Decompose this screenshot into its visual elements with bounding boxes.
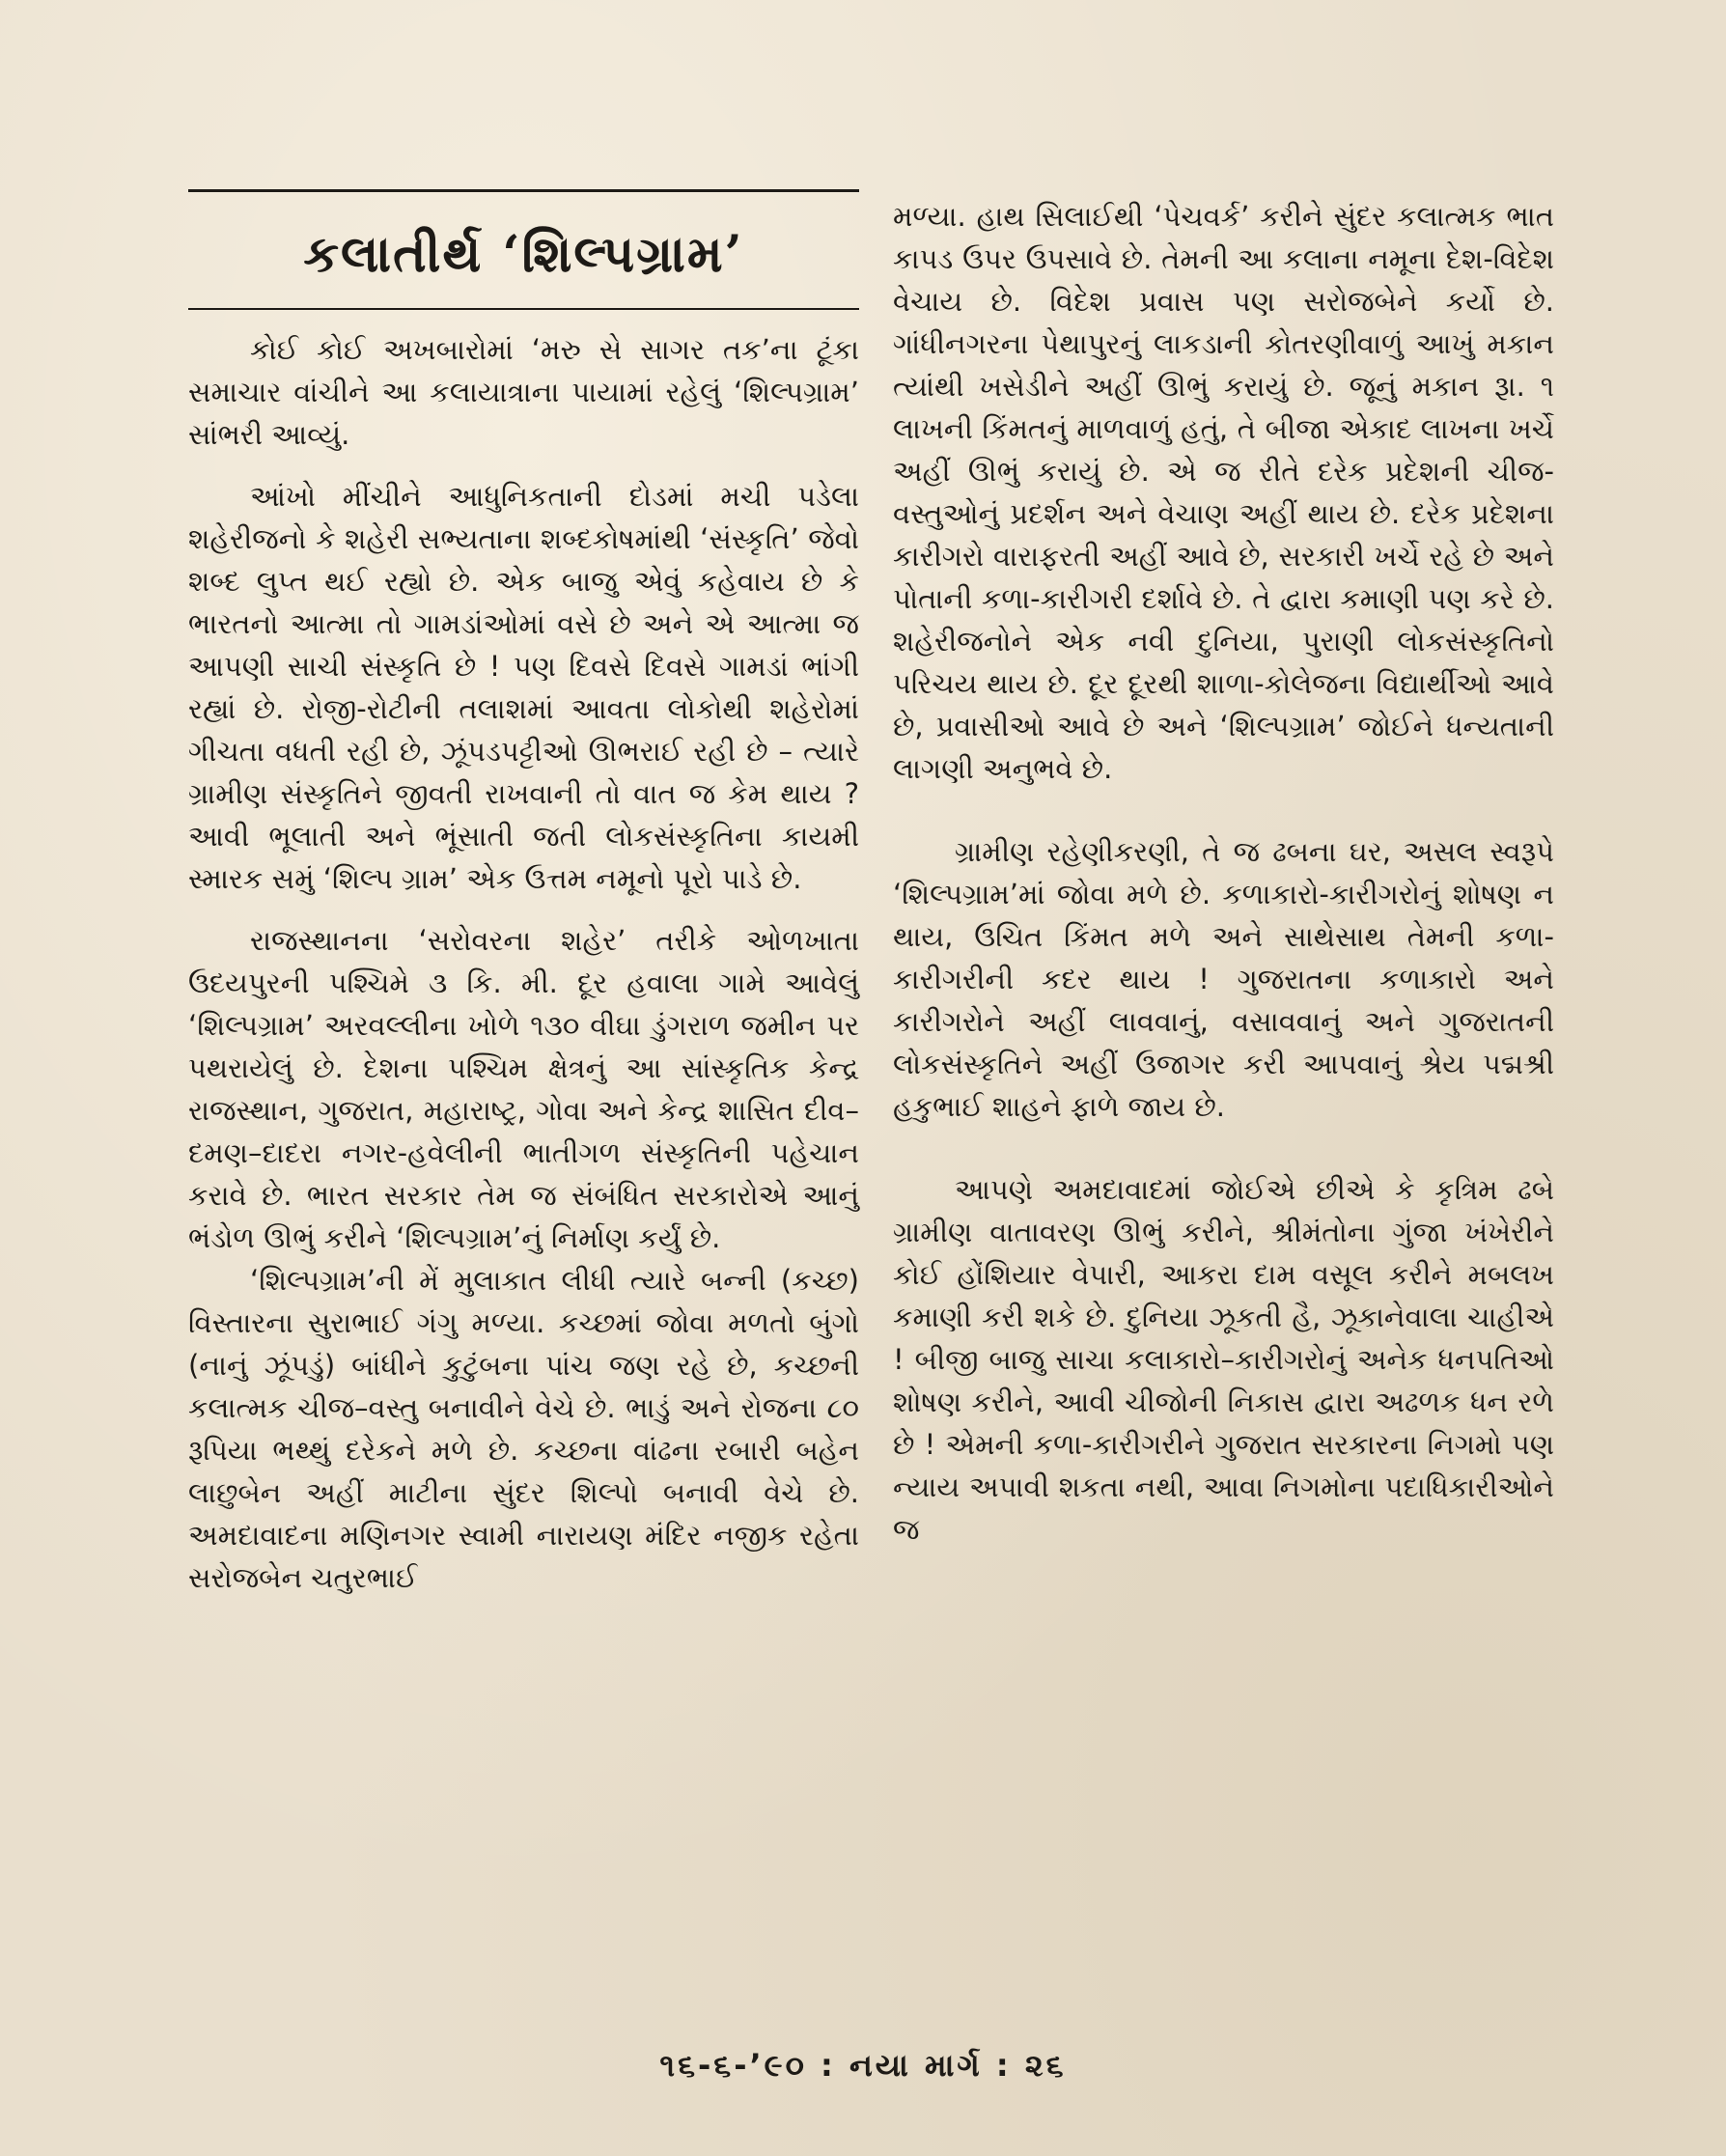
page-footer: ૧૬-૬-’૯૦ : નયા માર્ગ : ૨૬ [659,2047,1067,2084]
paragraph: કોઈ કોઈ અખબારોમાં ‘મરુ સે સાગર તક’ના ટૂંકા સમાચાર વાંચીને આ કલાયાત્રાના પાયામાં રહેલું ‘શિલ્પગ્રામ’ સાંભરી આવ્યું. [188,333,859,451]
paragraph: મળ્યા. હાથ સિલાઈથી ‘પેચવર્ક’ કરીને સુંદર કલાત્મક ભાત કાપડ ઉપર ઉપસાવે છે. તેમની આ કલાના નમૂના દેશ-વિદેશ વેચાય છે. વિદેશ પ્રવાસ પણ સરોજબેને કર્યો છે. ગાંધીનગરના પેથાપુરનું લાકડાની કોતરણીવાળું આખું મકાન ત્યાંથી ખસેડીને અહીં ઊભું કરાયું છે. જૂનું મકાન રૂા. ૧ લાખની કિંમતનું માળવાળું હતું, તે બીજા એકાદ લાખના ખર્ચે અહીં ઊભું કરાયું છે. એ જ રીતે દરેક પ્રદેશની ચીજ-વસ્તુઓનું પ્રદર્શન અને વેચાણ અહીં થાય છે. દરેક પ્રદેશના કારીગરો વારાફરતી અહીં આવે છે, સરકારી ખર્ચે રહે છે અને પોતાની કળા-કારીગરી દર્શાવે છે. તે દ્વારા કમાણી પણ કરે છે. શહેરીજનોને એક નવી દુનિયા, પુરાણી લોકસંસ્કૃતિનો પરિચય થાય છે. દૂર દૂરથી શાળા-કોલેજના વિદ્યાર્થીઓ આવે છે, પ્રવાસીઓ આવે છે અને ‘શિલ્પગ્રામ’ જોઈને ધન્યતાની લાગણી અનુભવે છે. [893,200,1554,785]
paragraph: ગ્રામીણ રહેણીકરણી, તે જ ઢબના ઘર, અસલ સ્વરૂપે ‘શિલ્પગ્રામ’માં જોવા મળે છે. કળાકારો-કારીગરોનું શોષણ ન થાય, ઉચિત કિંમત મળે અને સાથેસાથ તેમની કળા-કારીગરીની કદર થાય ! ગુજરાતના કળાકારો અને કારીગરોને અહીં લાવવાનું, વસાવવાનું અને ગુજરાતની લોકસંસ્કૃતિને અહીં ઉજાગર કરી આપવાનું શ્રેય પદ્મશ્રી હકુભાઈ શાહને ફાળે જાય છે. [893,835,1555,1123]
title-underline [188,308,859,310]
paragraph: આંખો મીંચીને આધુનિકતાની દોડમાં મચી પડેલા શહેરીજનો કે શહેરી સભ્યતાના શબ્દકોષમાંથી ‘સંસ્કૃતિ’ જેવો શબ્દ લુપ્ત થઈ રહ્યો છે. એક બાજુ એવું કહેવાય છે કે ભારતનો આત્મા તો ગામડાંઓમાં વસે છે અને એ આત્મા જ આપણી સાચી સંસ્કૃતિ છે ! પણ દિવસે દિવસે ગામડાં ભાંગી રહ્યાં છે. રોજી-રોટીની તલાશમાં આવતા લોકોથી શહેરોમાં ગીચતા વધતી રહી છે, ઝૂંપડપટ્ટીઓ ઊભરાઈ રહી છે – ત્યારે ગ્રામીણ સંસ્કૃતિને જીવતી રાખવાની તો વાત જ કેમ થાય ? આવી ભૂલાતી અને ભૂંસાતી જતી લોકસંસ્કૃતિના કાયમી સ્મારક સમું ‘શિલ્પ ગ્રામ’ એક ઉત્તમ નમૂનો પૂરો પાડે છે. [188,480,859,895]
title-block [188,189,859,310]
top-rule [188,189,859,192]
paragraph: આપણે અમદાવાદમાં જોઈએ છીએ કે કૃત્રિમ ઢબે ગ્રામીણ વાતાવરણ ઊભું કરીને, શ્રીમંતોના ગુંજા ખંખેરીને કોઈ હોંશિયાર વેપારી, આકરા દામ વસૂલ કરીને મબલખ કમાણી કરી શકે છે. દુનિયા ઝૂકતી હૈ, ઝૂકાનેવાલા ચાહીએ ! બીજી બાજુ સાચા કલાકારો–કારીગરોનું અનેક ધનપતિઓ શોષણ કરીને, આવી ચીજોની નિકાસ દ્વારા અઢળક ધન રળે છે ! એમની કળા-કારીગરીને ગુજરાત સરકારના નિગમો પણ ન્યાય અપાવી શકતા નથી, આવા નિગમોના પદાધિકારીઓને જ [893,1173,1554,1546]
paragraph: રાજસ્થાનના ‘સરોવરના શહેર’ તરીકે ઓળખાતા ઉદયપુરની પશ્ચિમે ૩ કિ. મી. દૂર હવાલા ગામે આવેલું ‘શિલ્પગ્રામ’ અરવલ્લીના ખોળે ૧૩૦ વીઘા ડુંગરાળ જમીન પર પથરાયેલું છે. દેશના પશ્ચિમ ક્ષેત્રનું આ સાંસ્કૃતિક કેન્દ્ર રાજસ્થાન, ગુજરાત, મહારાષ્ટ્ર, ગોવા અને કેન્દ્ર શાસિત દીવ–દમણ–દાદરા નગર-હવેલીની ભાતીગળ સંસ્કૃતિની પહેચાન કરાવે છે. ભારત સરકાર તેમ જ સંબંધિત સરકારોએ આનું ભંડોળ ઊભું કરીને ‘શિલ્પગ્રામ’નું નિર્માણ કર્યું છે. [188,924,859,1254]
right-column [893,195,1554,1551]
article-title: કલાતીર્થ ‘શિલ્પગ્રામ’ [303,225,744,284]
left-column [188,328,859,1599]
paragraph: ‘શિલ્પગ્રામ’ની મેં મુલાકાત લીધી ત્યારે બન્ની (કચ્છ) વિસ્તારના સુરાભાઈ ગંગુ મળ્યા. કચ્છમાં જોવા મળતો બુંગો (નાનું ઝૂંપડું) બાંધીને કુટુંબના પાંચ જણ રહે છે, કચ્છની કલાત્મક ચીજ–વસ્તુ બનાવીને વેચે છે. ભાડું અને રોજના ૮૦ રૂપિયા ભથ્થું દરેકને મળે છે. કચ્છના વાંઢના રબારી બહેન લાછુબેન અહીં માટીના સુંદર શિલ્પો બનાવી વેચે છે. અમદાવાદના મણિનગર સ્વામી નારાયણ મંદિર નજીક રહેતા સરોજબેન ચતુરભાઈ [188,1264,859,1594]
